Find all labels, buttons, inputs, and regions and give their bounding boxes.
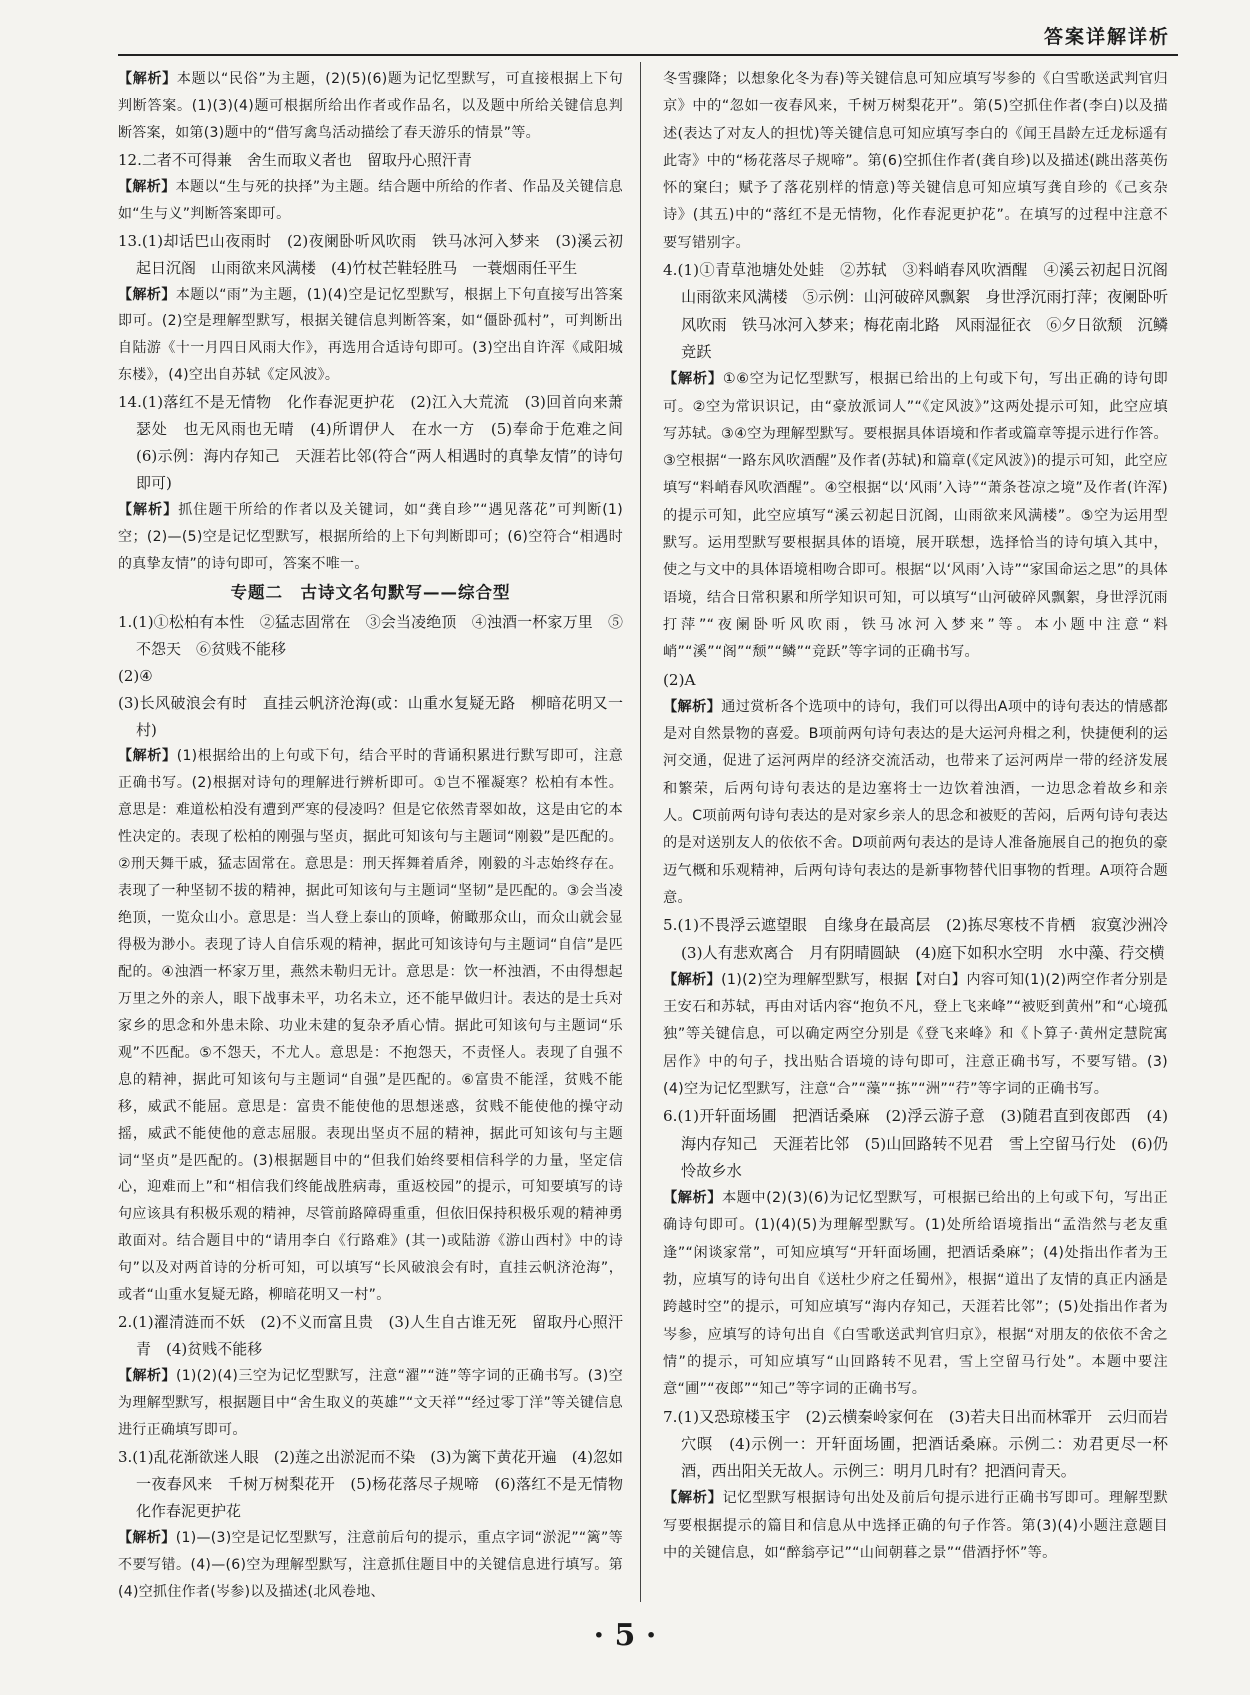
answer-item [118,1309,623,1363]
answer-text: 4.(1)①青草池塘处处蛙 ②苏轼 ③料峭春风吹酒醒 ④溪云初起日沉阁 山雨欲来风满楼 ⑤示例：山河破碎风飘絮 身世浮沉雨打萍；夜阑卧听风吹雨 铁马冰河入梦来；梅花南北路 风雨湿征衣 ⑥夕日欲颓 沉鳞竞跃 [663,261,1184,361]
analysis-paragraph [118,282,623,390]
answer-item [663,257,1184,366]
analysis-paragraph [118,1525,623,1606]
analysis-label: 【解析】 [663,971,722,988]
analysis-text: 本题以“雨”为主题，(1)(4)空是记忆型默写，根据上下句直接写出答案即可。(2)空是理解型默写，根据关键信息判断答案，如“僵卧孤村”，可判断出自陆游《十一月四日风雨大作》，再选用合适诗句即可。(3)空出自许浑《咸阳城东楼》，(4)空出自苏轼《定风波》。 [118,286,623,384]
running-header: 答案详解详析 [1043,26,1170,48]
analysis-label: 【解析】 [663,698,722,715]
analysis-paragraph [663,694,1168,912]
analysis-label: 【解析】 [663,371,723,388]
answer-item [663,1404,1168,1486]
answer-text: (2)④ [118,666,153,685]
page-number: · 5 · [593,1618,657,1653]
answer-text: 2.(1)濯清涟而不妖 (2)不义而富且贵 (3)人生自古谁无死 留取丹心照汗青 (4)贫贱不能移 [118,1313,623,1359]
left-column [118,66,639,1605]
analysis-text: (1)根据给出的上句或下句，结合平时的背诵积累进行默写即可，注意正确书写。(2)根据对诗句的理解进行辨析即可。①岂不罹凝寒？松柏有本性。意思是：难道松柏没有遭到严寒的侵凌吗？但是它依然青翠如故，这是由它的本性决定的。表现了松柏的刚强与坚贞，据此可知该句与主题词“刚毅”是匹配的。②刑天舞干戚，猛志固常在。意思是：刑天挥舞着盾斧，刚毅的斗志始终存在。表现了一种坚韧不拔的精神，据此可知该句与主题词“坚韧”是匹配的。③会当凌绝顶，一览众山小。意思是：当人登上泰山的顶峰，俯瞰那众山，而众山就会显得极为渺小。表现了诗人自信乐观的精神，据此可知该诗句与主题词“自信”是匹配的。④浊酒一杯家万里，燕然未勒归无计。意思是：饮一杯浊酒，不由得想起万里之外的亲人，眼下战事未平，功名未立，还不能早做归计。表达的是士兵对家乡的思念和外患未除、功业未建的复杂矛盾心情。据此可知该句与主题词“乐观”不匹配。⑤不怨天，不尤人。意思是：不抱怨天，不责怪人。表现了自强不息的精神，据此可知该句与主题词“自强”是匹配的。⑥富贵不能淫，贫贱不能移，威武不能屈。意思是：富贵不能使他的思想迷惑，贫贱不能使他的操守动摇，威武不能使他的意志屈服。表现出坚贞不屈的精神，据此可知该句与主题词“坚贞”是匹配的。(3)根据题目中的“但我们始终要相信科学的力量，坚定信心，迎难而上”和“相信我们终能战胜病毒，重返校园”的提示，可知要填写的诗句应该具有积极乐观的精神，尽管前路障碍重重，但依旧保持积极乐观的精神勇敢面对。结合题目中的“请用李白《行路难》(其一)或陆游《游山西村》中的诗句”以及对两首诗的分析可知，可以填写“长风破浪会有时，直挂云帆济沧海”，或者“山重水复疑无路，柳暗花明又一村”。 [118,748,623,1304]
analysis-paragraph [663,1485,1168,1567]
analysis-text: 记忆型默写根据诗句出处及前后句提示进行正确书写即可。理解型默写要根据提示的篇目和信息从中选择正确的句子作答。第(3)(4)小题注意题目中的关键信息，如“醉翁亭记”“山间朝暮之景”“借酒抒怀”等。 [663,1490,1168,1562]
analysis-text: 本题中(2)(3)(6)为记忆型默写，可根据已给出的上句或下句，写出正确诗句即可。(1)(4)(5)为理解型默写。(1)处所给语境指出“孟浩然与老友重逢”“闲谈家常”，可知应填写“开轩面场圃，把酒话桑麻”；(4)处指出作者为王勃，应填写的诗句出自《送杜少府之任蜀州》，根据“道出了友情的真正内涵是跨越时空”的提示，可知应填写“海内存知己，天涯若比邻”；(5)处指出作者为岑参，应填写的诗句出自《白雪歌送武判官归京》，根据“对朋友的依依不舍之情”的提示，可知应填写“山回路转不见君，雪上空留马行处”。本题中要注意“圃”“夜郎”“知己”等字词的正确书写。 [663,1190,1168,1398]
analysis-text: (1)(2)空为理解型默写，根据【对白】内容可知(1)(2)两空作者分别是王安石和苏轼，再由对话内容“抱负不凡，登上飞来峰”“被贬到黄州”和“心境孤独”等关键信息，可以确定两空分别是《登飞来峰》和《卜算子·黄州定慧院寓居作》中的句子，找出贴合语境的诗句即可，注意正确书写，不要写错。(3)(4)空为记忆型默写，注意“合”“藻”“拣”“洲”“荇”等字词的正确书写。 [663,971,1168,1097]
answer-text: (2)A [663,670,696,689]
answer-item [118,1444,639,1525]
analysis-label: 【解析】 [663,1190,722,1207]
answer-item [663,667,1168,694]
analysis-label: 【解析】 [118,71,177,87]
analysis-paragraph [118,743,623,1309]
analysis-label: 【解析】 [118,178,176,195]
answer-text: (3)长风破浪会有时 直挂云帆济沧海(或：山重水复疑无路 柳暗花明又一村) [118,693,623,739]
analysis-paragraph [118,497,623,578]
answer-text: 1.(1)①松柏有本性 ②猛志固常在 ③会当凌绝顶 ④浊酒一杯家万里 ⑤不怨天 ⑥贫贱不能移 [118,612,623,658]
analysis-paragraph [118,66,623,147]
analysis-text: 本题以“民俗”为主题，(2)(5)(6)题为记忆型默写，可直接根据上下句判断答案。(1)(3)(4)题可根据所给出作者或作品名，以及题中所给关键信息判断答案，如第(3)题中的“借写禽鸟活动描绘了春天游乐的情景”等。 [118,71,623,141]
answer-item [118,609,623,663]
answer-text: 7.(1)又恐琼楼玉宇 (2)云横秦岭家何在 (3)若夫日出而林霏开 云归而岩穴暝 (4)示例一：开轩面场圃，把酒话桑麻。示例二：劝君更尽一杯酒，西出阳关无故人。示例三：明月几时有？把酒问青天。 [663,1407,1168,1481]
answer-text: 12.二者不可得兼 舍生而取义者也 留取丹心照汗青 [118,150,472,169]
answer-item [663,1103,1168,1185]
analysis-paragraph [663,967,1168,1103]
analysis-paragraph [118,1363,623,1444]
analysis-label: 【解析】 [118,286,176,303]
answer-item [118,663,623,690]
analysis-paragraph [663,1185,1168,1403]
analysis-text: (1)(2)(4)三空为记忆型默写，注意“濯”“涟”等字词的正确书写。(3)空为理解型默写，根据题目中“舍生取义的英雄”“文天祥”“经过零丁洋”等关键信息进行正确填写即可。 [118,1368,623,1438]
answer-text: 6.(1)开轩面场圃 把酒话桑麻 (2)浮云游子意 (3)随君直到夜郎西 (4)海内存知己 天涯若比邻 (5)山回路转不见君 雪上空留马行处 (6)仍怜故乡水 [663,1107,1168,1180]
answer-text: 3.(1)乱花渐欲迷人眼 (2)莲之出淤泥而不染 (3)为篱下黄花开遍 (4)忽如一夜春风来 千树万树梨花开 (5)杨花落尽子规啼 (6)落红不是无情物 化作春泥更护花 [118,1447,639,1520]
answer-item [118,147,623,174]
analysis-label: 【解析】 [118,1368,176,1384]
analysis-text: 通过赏析各个选项中的诗句，我们可以得出A项中的诗句表达的情感都是对自然景物的喜爱。B项前两句诗句表达的是大运河舟楫之利，快捷便利的运河交通，促进了运河两岸的经济交流活动，也带来了运河两岸一带的经济发展和繁荣，后两句诗句表达的是边塞将士一边饮着浊酒，一边思念着故乡和亲人。C项前两句诗句表达的是对家乡亲人的思念和被贬的苦闷，后两句诗句表达的是对送别友人的依依不舍。D项前两句表达的是诗人准备施展自己的抱负的豪迈气概和乐观精神，后两句诗句表达的是新事物替代旧事物的哲理。A项符合题意。 [663,698,1168,906]
answer-item [118,228,623,282]
analysis-label: 【解析】 [118,1529,176,1546]
column-divider [640,62,641,1602]
analysis-text: ①⑥空为记忆型默写，根据已给出的上句或下句，写出正确的诗句即可。②空为常识识记，由“豪放派词人”“《定风波》”这两处提示可知，此空应填写苏轼。③④空为理解型默写。要根据具体语境和作者或篇章等提示进行作答。③空根据“一路东风吹酒醒”及作者(苏轼)和篇章(《定风波》)的提示可知，此空应填写“料峭春风吹酒醒”。④空根据“以‘风雨’入诗”“萧条苍凉之境”及作者(许浑)的提示可知，此空应填写“溪云初起日沉阁，山雨欲来风满楼”。⑤空为运用型默写。运用型默写要根据具体的语境，展开联想，选择恰当的诗句填入其中，使之与文中的具体语境相吻合即可。根据“以‘风雨’入诗”“家国命运之思”的具体语境，结合日常积累和所学知识可知，可以填写“山河破碎风飘絮，身世浮沉雨打萍”“夜阑卧听风吹雨，铁马冰河入梦来”等。本小题中注意“料峭”“溪”“阁”“颓”“鳞”“竞跃”等字词的正确书写。 [663,371,1168,661]
answer-item [663,912,1184,967]
analysis-label: 【解析】 [663,1490,723,1507]
analysis-paragraph [663,366,1168,666]
header-rule [118,54,1178,56]
analysis-paragraph [118,174,623,228]
answer-item [118,690,623,744]
answer-item [118,389,639,497]
analysis-text: (1)—(3)空是记忆型默写，注意前后句的提示，重点字词“淤泥”“篱”等不要写错。(4)—(6)空为理解型默写，注意抓住题目中的关键信息进行填写。第(4)空抓住作者(岑参)以及描述(北风卷地、 [118,1529,623,1600]
answer-text: 13.(1)却话巴山夜雨时 (2)夜阑卧听风吹雨 铁马冰河入梦来 (3)溪云初起日沉阁 山雨欲来风满楼 (4)竹杖芒鞋轻胜马 一蓑烟雨任平生 [118,231,623,277]
answer-text: 14.(1)落红不是无情物 化作春泥更护花 (2)江入大荒流 (3)回首向来萧瑟处 也无风雨也无晴 (4)所谓伊人 在水一方 (5)奉命于危难之间 (6)示例：海内存知己 天涯若比邻(符合“两人相遇时的真挚友情”的诗句即可) [118,393,639,493]
analysis-label: 【解析】 [118,748,177,765]
right-column [663,66,1184,1567]
section-title: 专题二 古诗文名句默写——综合型 [230,582,511,602]
analysis-text: 本题以“生与死的抉择”为主题。结合题中所给的作者、作品及关键信息如“生与义”判断答案即可。 [118,178,623,222]
analysis-label: 【解析】 [118,502,179,518]
continued-paragraph: 冬雪骤降；以想象化冬为春)等关键信息可知应填写岑参的《白雪歌送武判官归京》中的“忽如一夜春风来，千树万树梨花开”。第(5)空抓住作者(李白)以及描述(表达了对友人的担忧)等关键信息可知应填写李白的《闻王昌龄左迁龙标遥有此寄》中的“杨花落尽子规啼”。第(6)空抓住作者(龚自珍)以及描述(跳出落英伤怀的窠臼；赋予了落花别样的情意)等关键信息可知应填写龚自珍的《己亥杂诗》(其五)中的“落红不是无情物，化作春泥更护花”。在填写的过程中注意不要写错别字。 [663,71,1168,251]
answer-text: 5.(1)不畏浮云遮望眼 自缘身在最高层 (2)拣尽寒枝不肯栖 寂寞沙洲冷 (3)人有悲欢离合 月有阴晴圆缺 (4)庭下如积水空明 水中藻、荇交横 [663,916,1184,962]
analysis-text: 抓住题干所给的作者以及关键词，如“龚自珍”“遇见落花”可判断(1)空；(2)—(5)空是记忆型默写，根据所给的上下句判断即可；(6)空符合“相遇时的真挚友情”的诗句即可，答案不唯一。 [118,502,624,572]
